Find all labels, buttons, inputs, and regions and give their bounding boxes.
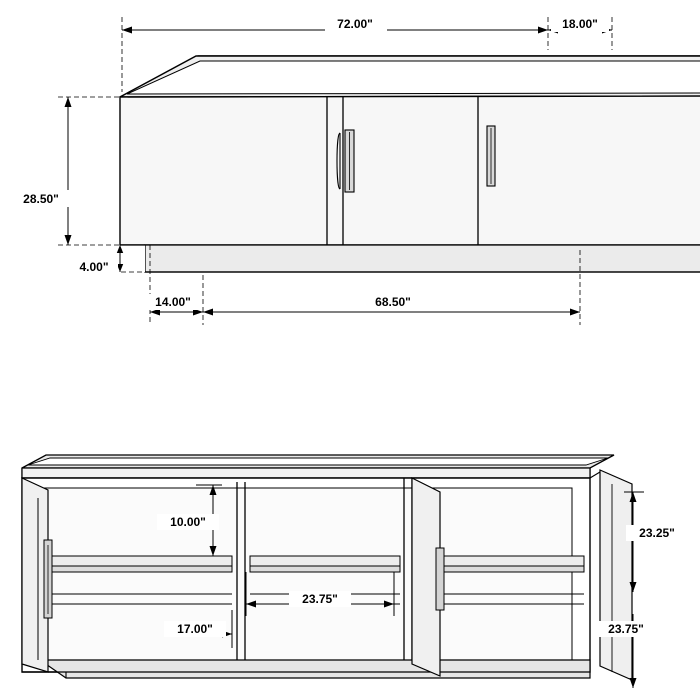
interior-open-door-view bbox=[22, 455, 688, 688]
dim-label-base-inset-depth: 14.00" bbox=[155, 295, 191, 309]
dim-interior-height bbox=[624, 492, 688, 592]
cabinet-base-front bbox=[145, 245, 700, 272]
dim-label-base-height: 4.00" bbox=[79, 260, 109, 274]
dim-label-side-compartment-width: 23.75" bbox=[608, 622, 644, 636]
open-door-far-right bbox=[600, 470, 632, 680]
open-view-base bbox=[40, 660, 590, 678]
cabinet-front-face bbox=[120, 96, 700, 245]
dim-label-base-width: 68.50" bbox=[375, 295, 411, 309]
dim-label-cabinet-body-height: 28.50" bbox=[23, 192, 59, 206]
dim-label-center-compartment-width: 23.75" bbox=[302, 592, 338, 606]
dim-label-interior-depth: 17.00" bbox=[177, 622, 213, 636]
dim-label-shelf-clearance-height: 10.00" bbox=[170, 515, 206, 529]
door-handle-center-open bbox=[436, 548, 444, 610]
dim-label-overall-depth: 18.00" bbox=[562, 17, 598, 31]
dim-label-overall-width: 72.00" bbox=[337, 17, 373, 31]
door-handle-center bbox=[337, 130, 354, 192]
dim-overall-depth bbox=[548, 16, 612, 50]
dim-label-interior-height: 23.25" bbox=[639, 526, 675, 540]
front-perspective-view bbox=[12, 16, 700, 325]
door-handle-right bbox=[487, 126, 495, 186]
open-door-left bbox=[22, 478, 52, 672]
